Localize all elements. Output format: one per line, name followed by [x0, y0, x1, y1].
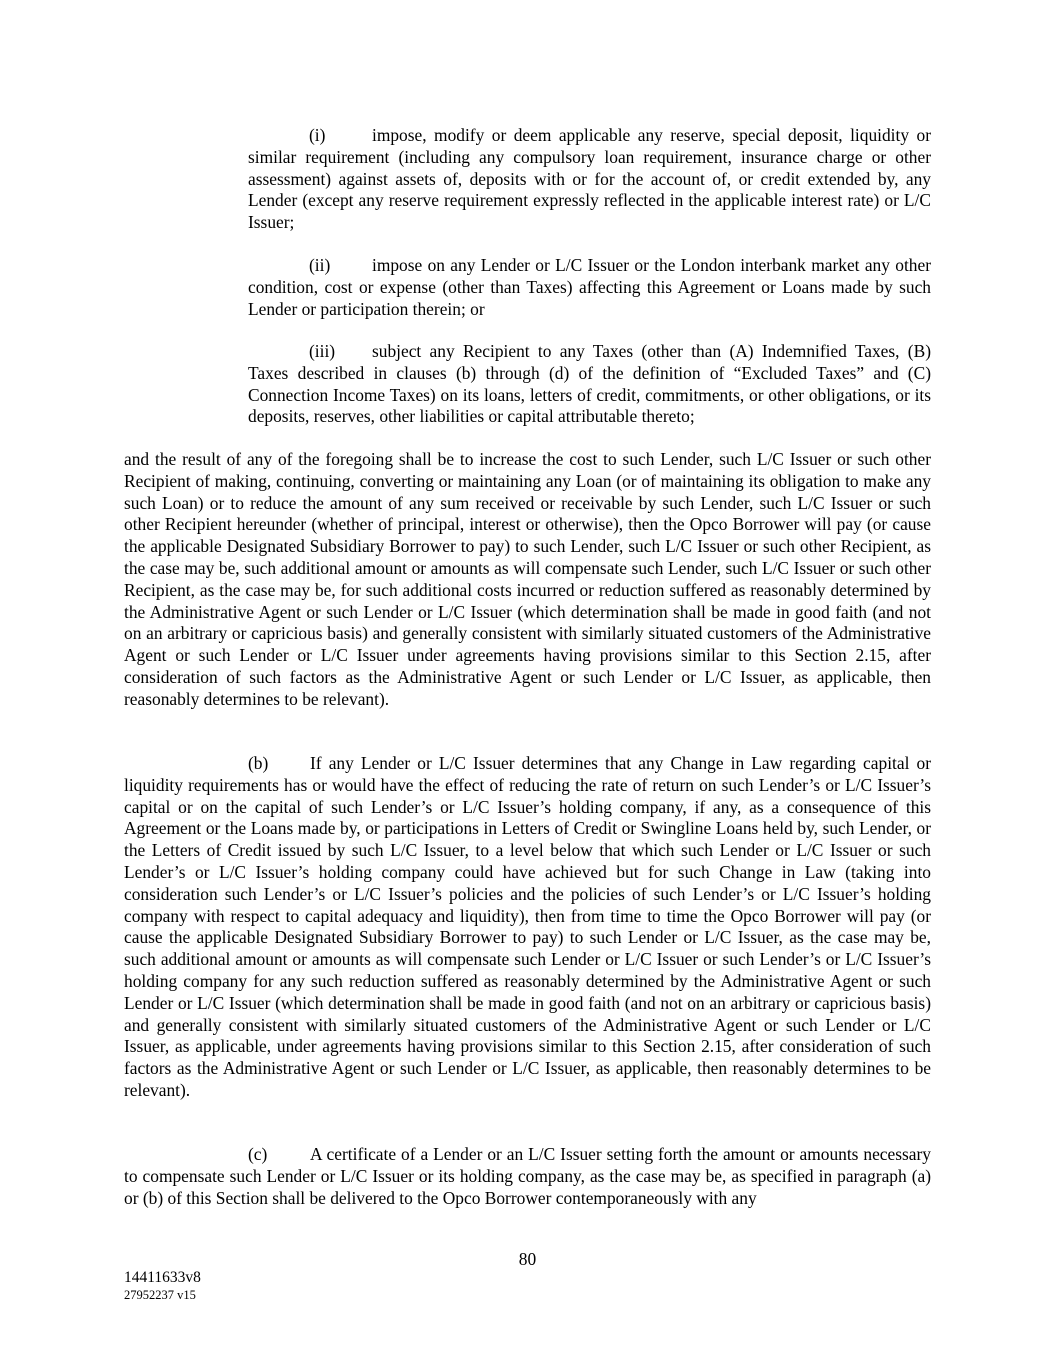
continuation-paragraph: and the result of any of the foregoing shall be to increase the cost to such Lender, such L/C Issuer or such other Recipient of making, continuing, converting or maintaining any Loan (or of maintaining its obligation to make any such Loan) or to reduce the amount of any sum received or receivable by such Lender, such L/C Issuer or such other Recipient hereunder (whether of principal, interest or otherwise), then the Opco Borrower will pay (or cause the applicable Designated Subsidiary Borrower to pay) to such Lender, such L/C Issuer or such other Recipient, as the case may be, such additional amount or amounts as will compensate such Lender, such L/C Issuer or such other Recipient, as the case may be, for such additional costs incurred or reduction suffered as reasonably determined by the Administrative Agent or such Lender or L/C Issuer (which determination shall be made in good faith (and not on an arbitrary or capricious basis) and generally consistent with similarly situated customers of the Administrative Agent or such Lender or L/C Issuer under agreements having provisions similar to this Section 2.15, after consideration of such factors as the Administrative Agent or such Lender or L/C Issuer, as applicable, then reasonably determines to be relevant). [124, 449, 931, 709]
page-number: 80 [518, 1249, 537, 1269]
section-b-text: If any Lender or L/C Issuer determines that any Change in Law regarding capital or liquidity requirements has or would have the effect of reducing the rate of return on such Lender’s or L/C Issuer’s capital or on the capital of such Lender’s or L/C Issuer’s holding company, if any, as a consequence of this Agreement or the Loans made by, or participations in Letters of Credit or Swingline Loans held by, such Lender, or the Letters of Credit issued by such L/C Issuer, to a level below that which such Lender or L/C Issuer or such Lender’s or L/C Issuer’s holding company could have achieved but for such Change in Law (taking into consideration such Lender’s or L/C Issuer’s policies and the policies of such Lender’s or L/C Issuer’s holding company with respect to capital adequacy and liquidity), then from time to time the Opco Borrower will pay (or cause the applicable Designated Subsidiary Borrower to pay) to such Lender or L/C Issuer, as the case may be, such additional amount or amounts as will compensate such Lender or L/C Issuer or such Lender’s or L/C Issuer’s holding company for any such reduction suffered as reasonably determined by the Administrative Agent or such Lender or L/C Issuer (which determination shall be made in good faith (and not on an arbitrary or capricious basis) and generally consistent with similarly situated customers of the Administrative Agent or such Lender or L/C Issuer, as applicable, under agreements having provisions similar to this Section 2.15, after consideration of such factors as the Administrative Agent or such Lender or L/C Issuer, as applicable, then reasonably determines to be relevant). [124, 753, 931, 1100]
clause-ii-text: impose on any Lender or L/C Issuer or the London interbank market any other condition, cost or expense (other than Taxes) affecting this Agreement or Loans made by such Lender or participation therein; or [248, 255, 931, 319]
clause-iii-marker: (iii) [309, 341, 336, 361]
document-id-primary: 14411633v8 [124, 1269, 201, 1286]
clause-ii [248, 255, 931, 320]
clause-iii [248, 341, 931, 428]
section-b [124, 753, 931, 1102]
clause-i-marker: (i) [309, 125, 326, 145]
document-id-secondary: 27952237 v15 [124, 1288, 196, 1302]
clause-iii-text: subject any Recipient to any Taxes (other than (A) Indemnified Taxes, (B) Taxes described in clauses (b) through (d) of the definition of “Excluded Taxes” and (C) Connection Income Taxes) on its loans, letters of credit, commitments, or other obligations, or its deposits, reserves, other liabilities or capital attributable thereto; [248, 341, 931, 427]
clause-i-text: impose, modify or deem applicable any reserve, special deposit, liquidity or similar requirement (including any compulsory loan requirement, insurance charge or other assessment) against assets of, deposits with or for the account of, or credit extended by, any Lender (except any reserve requirement expressly reflected in the applicable interest rate) or L/C Issuer; [248, 125, 931, 233]
clause-ii-marker: (ii) [309, 255, 331, 275]
clause-i [248, 125, 931, 234]
section-c-marker: (c) [248, 1144, 268, 1164]
section-c [124, 1144, 931, 1209]
section-b-marker: (b) [248, 753, 269, 773]
section-c-text: A certificate of a Lender or an L/C Issuer setting forth the amount or amounts necessary to compensate such Lender or L/C Issuer or its holding company, as the case may be, as specified in paragraph (a) or (b) of this Section shall be delivered to the Opco Borrower contemporaneously with any [124, 1144, 931, 1208]
